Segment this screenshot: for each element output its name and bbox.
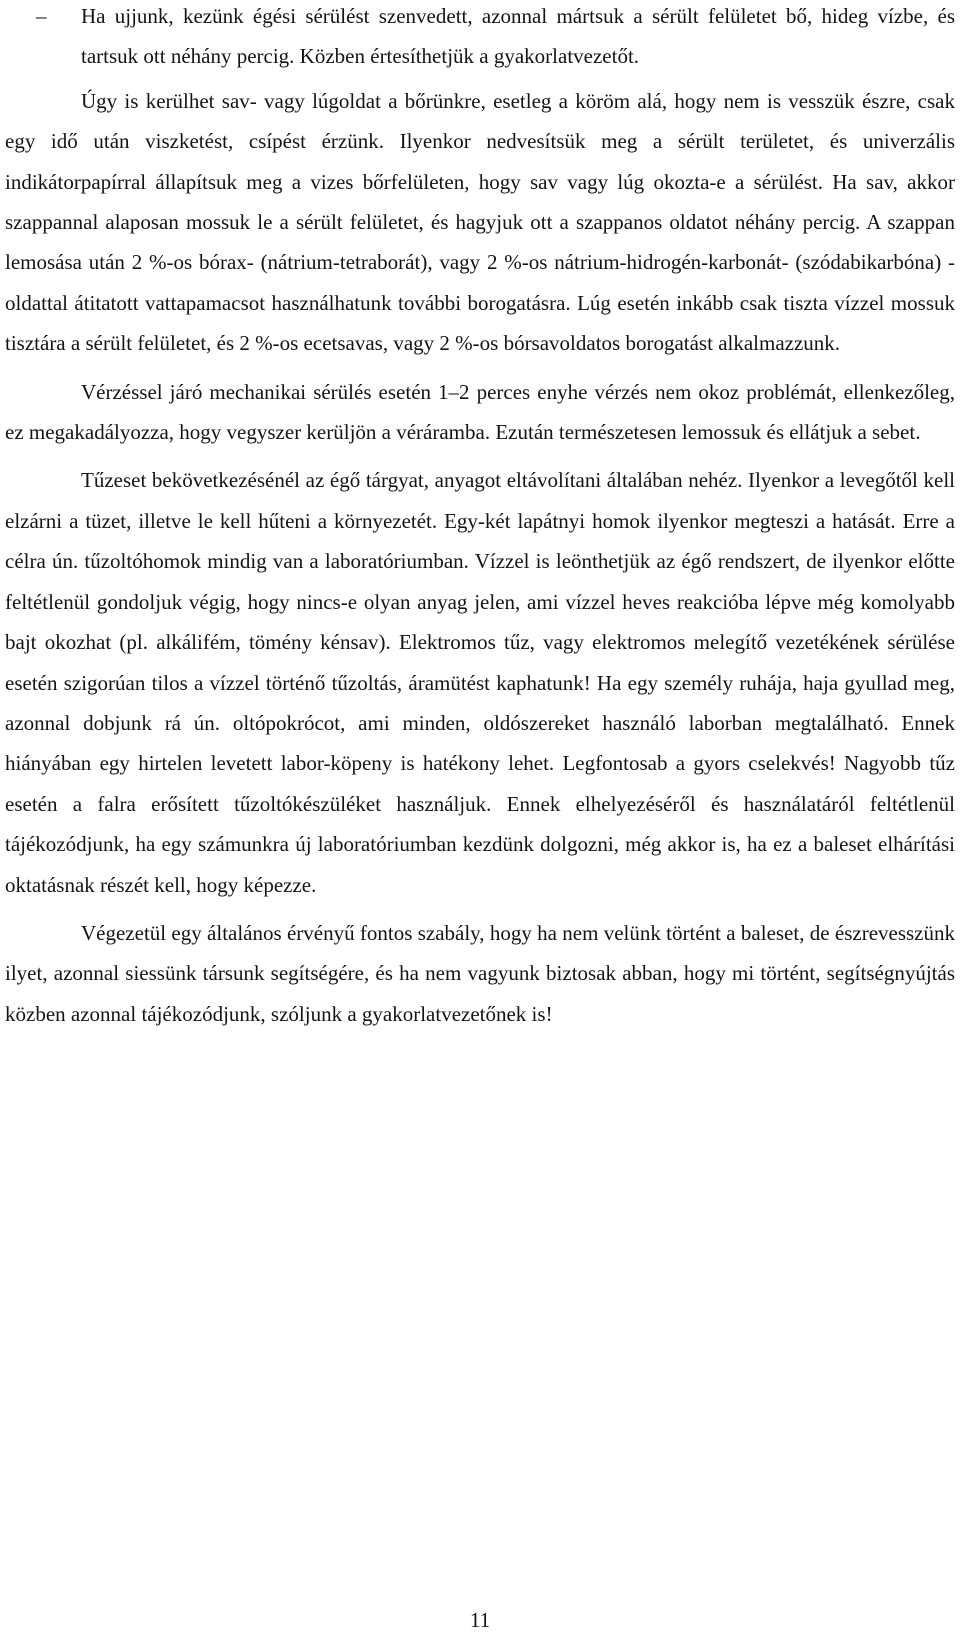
bullet-item-burn	[5, 0, 955, 77]
paragraph-fire-safety: Tűzeset bekövetkezésénél az égő tárgyat, anyagot eltávolítani általában nehéz. Ilyenkor a levegőtől kell elzárni a tüzet, illetve le kell hűteni a környezetét. Egy-két lapátnyi homok ilyenkor megteszi a hatását. Erre a célra ún. tűzoltóhomok mindig van a laboratóriumban. Vízzel is leönthetjük az égő rendszert, de ilyenkor előtte feltétlenül gondoljuk végig, hogy nincs-e olyan anyag jelen, ami vízzel heves reakcióba lépve még komolyabb bajt okozhat (pl. alkálifém, tömény kénsav). Elektromos tűz, vagy elektromos melegítő vezetékének sérülése esetén szigorúan tilos a vízzel történő tűzoltás, áramütést kaphatunk! Ha egy személy ruhája, haja gyullad meg, azonnal dobjunk rá ún. oltópokrócot, ami minden, oldószereket használó laborban megtalálható. Ennek hiányában egy hirtelen levetett labor-köpeny is hatékony lehet. Legfontosab a gyors cselekvés! Nagyobb tűz esetén a falra erősített tűzoltókészüléket használjuk. Ennek elhelyezéséről és használatáról feltétlenül tájékozódjunk, ha egy számunkra új laboratóriumban kezdünk dolgozni, még akkor is, ha ez a baleset elhárítási oktatásnak részét kell, hogy képezze.	[5, 468, 955, 897]
paragraph-acid-base-injury: Úgy is kerülhet sav- vagy lúgoldat a bőrünkre, esetleg a köröm alá, hogy nem is vesszük észre, csak egy idő után viszketést, csípést érzünk. Ilyenkor nedvesítsük meg a sérült területet, és univerzális indikátorpapírral állapítsuk meg a vizes bőrfelületen, hogy sav vagy lúg okozta-e a sérülést. Ha sav, akkor szappannal alaposan mossuk le a sérült felületet, és hagyjuk ott a szappanos oldatot néhány percig. A szappan lemosása után 2 %-os bórax- (nátrium-tetraborát), vagy 2 %-os nátrium-hidrogén-karbonát- (szódabikarbóna) -oldattal átitatott vattapamacsot használhatunk további borogatásra. Lúg esetén inkább csak tiszta vízzel mossuk tisztára a sérült felületet, és 2 %-os ecetsavas, vagy 2 %-os bórsavoldatos borogatást alkalmazzunk.	[5, 88, 955, 356]
paragraph-mechanical-injury: Vérzéssel járó mechanikai sérülés esetén 1–2 perces enyhe vérzés nem okoz problémát, ellenkezőleg, ez megakadályozza, hogy vegyszer kerüljön a véráramba. Ezután természetesen lemossuk és ellátjuk a sebet.	[5, 379, 955, 445]
bullet-dash: –	[36, 4, 47, 28]
page-number: 11	[469, 1608, 491, 1632]
bullet-text: Ha ujjunk, kezünk égési sérülést szenvedett, azonnal mártsuk a sérült felületet bő, hideg vízbe, és tartsuk ott néhány percig. Közben értesíthetjük a gyakorlatvezetőt.	[81, 4, 955, 69]
document-page	[5, 0, 955, 1034]
paragraph-general-rule: Végezetül egy általános érvényű fontos szabály, hogy ha nem velünk történt a baleset, de észrevesszünk ilyet, azonnal siessünk társunk segítségére, és ha nem vagyunk biztosak abban, hogy mi történt, segítségnyújtás közben azonnal tájékozódjunk, szóljunk a gyakorlatvezetőnek is!	[5, 920, 955, 1026]
